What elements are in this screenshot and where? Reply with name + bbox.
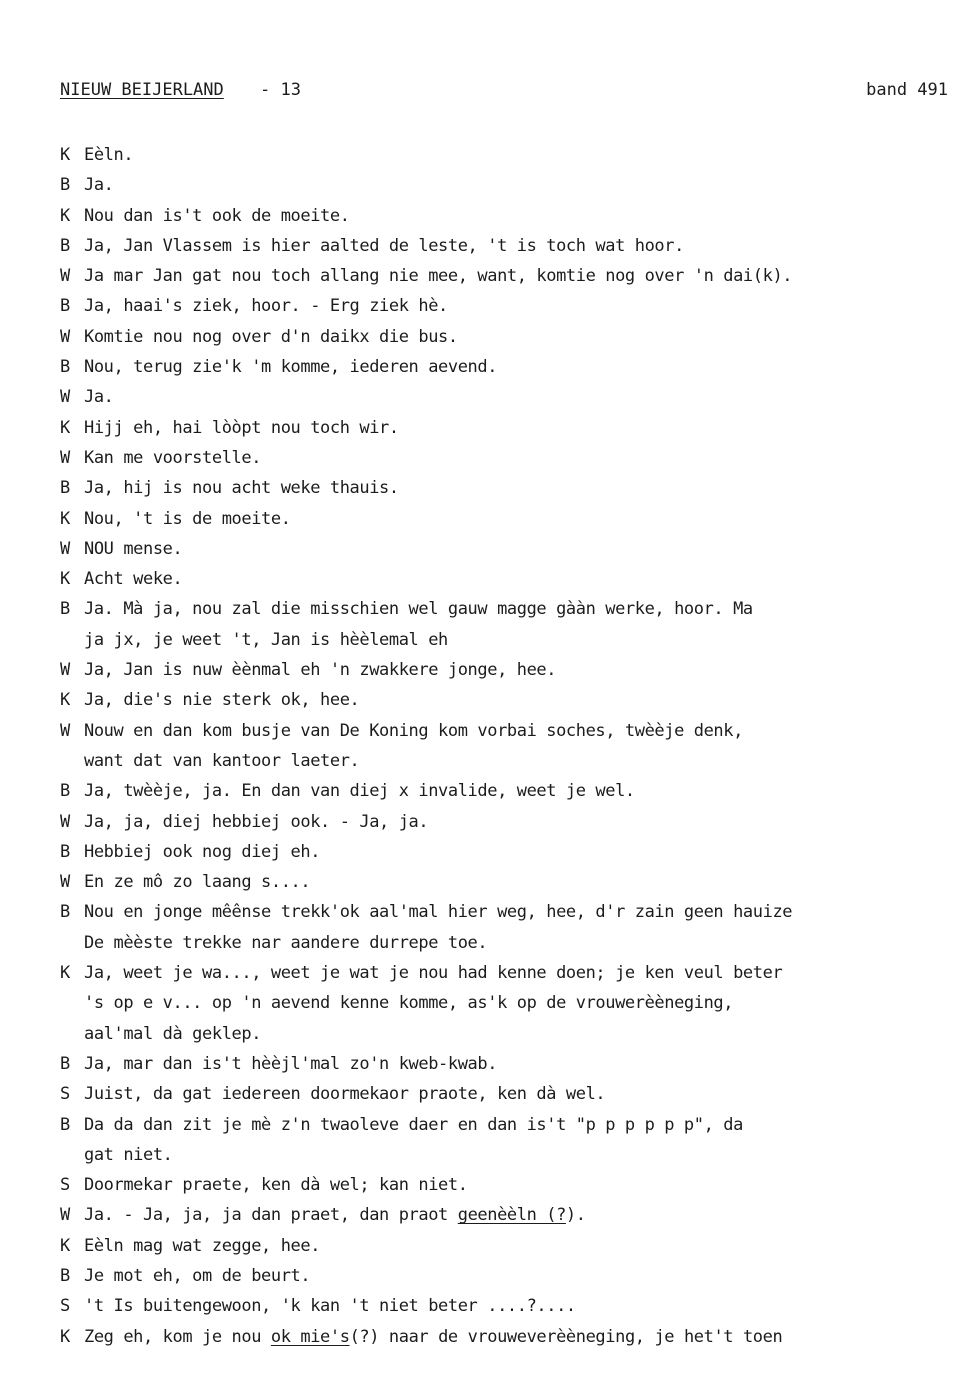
transcript-line <box>60 1170 972 1200</box>
utterance-text: Ja, hij is nou acht weke thauis. <box>84 478 399 499</box>
transcript-line <box>60 322 972 352</box>
transcript-line <box>60 867 972 897</box>
utterance-text: Ja, die's nie sterk ok, hee. <box>84 690 360 711</box>
transcript-line <box>60 1110 972 1140</box>
utterance-text: Ja, mar dan is't hèèjl'mal zo'n kweb-kwab. <box>84 1053 498 1074</box>
transcript-line <box>60 382 972 412</box>
utterance-text: Ja. <box>84 387 114 408</box>
transcript-line <box>60 716 972 746</box>
underlined-text: geenèèln (? <box>457 1205 566 1226</box>
speaker-label: B <box>60 781 70 802</box>
transcript-continuation-line <box>60 1019 972 1049</box>
utterance-text: Eèln. <box>84 145 134 165</box>
transcript-line <box>60 140 972 170</box>
utterance-text: Nou dan is't ook de moeite. <box>84 205 350 226</box>
speaker-label: B <box>60 599 70 620</box>
utterance-text: Nou, 't is de moeite. <box>84 508 291 529</box>
transcript-line <box>60 261 972 291</box>
utterance-text: 's op e v... op 'n aevend kenne komme, as'k op de vrouwerèèneging, <box>84 993 734 1014</box>
utterance-text: Ja. Mà ja, nou zal die misschien wel gauw magge gààn werke, hoor. Ma <box>84 599 753 620</box>
transcript-line <box>60 1049 972 1079</box>
speaker-label: B <box>60 235 70 256</box>
utterance-text: Nouw en dan kom busje van De Koning kom vorbai soches, twèèje denk, <box>84 720 743 741</box>
utterance-text: Zeg eh, kom je nou <box>84 1326 271 1347</box>
speaker-label: S <box>60 1175 70 1196</box>
transcript-line <box>60 958 972 988</box>
utterance-text: Komtie nou nog over d'n daikx die bus. <box>84 326 458 347</box>
transcript-line <box>60 594 972 624</box>
speaker-label: B <box>60 1114 70 1135</box>
speaker-label: W <box>60 811 70 832</box>
speaker-label: B <box>60 478 70 499</box>
speaker-label: K <box>60 417 70 438</box>
speaker-label: W <box>60 326 70 347</box>
transcript-continuation-line <box>60 746 972 776</box>
transcript-continuation-line <box>60 625 972 655</box>
transcript-line <box>60 1079 972 1109</box>
transcript-line <box>60 897 972 927</box>
transcript-continuation-line <box>60 988 972 1018</box>
transcript-line <box>60 807 972 837</box>
speaker-label: W <box>60 266 70 287</box>
speaker-label: K <box>60 145 70 165</box>
utterance-text: Ja mar Jan gat nou toch allang nie mee, want, komtie nog over 'n dai(k). <box>84 266 793 287</box>
underlined-text: ok mie's <box>270 1326 350 1347</box>
utterance-text: aal'mal dà geklep. <box>84 1023 262 1044</box>
speaker-label: K <box>60 690 70 711</box>
utterance-text: Kan me voorstelle. <box>84 447 262 468</box>
speaker-label: K <box>60 1326 70 1347</box>
transcript-body <box>60 140 972 1352</box>
utterance-text: Acht weke. <box>84 569 183 590</box>
utterance-text: Nou, terug zie'k 'm komme, iederen aevend. <box>84 357 498 378</box>
speaker-label: W <box>60 660 70 681</box>
utterance-text: Ja, Jan is nuw èènmal eh 'n zwakkere jonge, hee. <box>84 660 557 681</box>
transcript-line <box>60 443 972 473</box>
utterance-text: want dat van kantoor laeter. <box>84 750 360 771</box>
speaker-label: B <box>60 1053 70 1074</box>
utterance-text: En ze mô zo laang s.... <box>84 872 311 893</box>
transcript-line <box>60 1322 972 1352</box>
speaker-label: S <box>60 1084 70 1105</box>
transcript-line <box>60 564 972 594</box>
transcript-line <box>60 1291 972 1321</box>
document-title: NIEUW BEIJERLAND <box>60 80 224 100</box>
transcript-line <box>60 170 972 200</box>
utterance-text: Ja, Jan Vlassem is hier aalted de leste, 't is toch wat hoor. <box>84 235 684 256</box>
utterance-text: Ja, weet je wa..., weet je wat je nou had kenne doen; je ken veul beter <box>84 963 783 984</box>
speaker-label: B <box>60 1265 70 1286</box>
transcript-line <box>60 1200 972 1230</box>
utterance-text: Ja, twèèje, ja. En dan van diej x invalide, weet je wel. <box>84 781 635 802</box>
speaker-label: W <box>60 872 70 893</box>
transcript-line <box>60 1231 972 1261</box>
utterance-text: Doormekar praete, ken dà wel; kan niet. <box>84 1175 468 1196</box>
utterance-text: gat niet. <box>84 1144 173 1165</box>
transcript-continuation-line <box>60 1140 972 1170</box>
speaker-label: B <box>60 902 70 923</box>
utterance-text: Da da dan zit je mè z'n twaoleve daer en dan is't "p p p p p p", da <box>84 1114 743 1135</box>
transcript-continuation-line <box>60 928 972 958</box>
utterance-text: Ja. - Ja, ja, ja dan praet, dan praot <box>84 1205 458 1226</box>
band-number: band 491 <box>866 80 948 100</box>
transcript-line <box>60 776 972 806</box>
speaker-label: B <box>60 841 70 862</box>
speaker-label: B <box>60 175 70 196</box>
page-header <box>60 78 948 102</box>
utterance-text: ja jx, je weet 't, Jan is hèèlemal eh <box>84 629 448 650</box>
transcript-line <box>60 201 972 231</box>
utterance-text: De mèèste trekke nar aandere durrepe toe. <box>84 932 488 953</box>
speaker-label: K <box>60 205 70 226</box>
speaker-label: W <box>60 447 70 468</box>
speaker-label: W <box>60 387 70 408</box>
utterance-text-tail: (?) naar de vrouweverèèneging, je het't toen <box>349 1326 783 1347</box>
transcript-line <box>60 504 972 534</box>
page-number: - 13 <box>260 80 301 100</box>
speaker-label: B <box>60 357 70 378</box>
speaker-label: W <box>60 538 70 559</box>
speaker-label: K <box>60 508 70 529</box>
speaker-label: K <box>60 569 70 590</box>
transcript-line <box>60 1261 972 1291</box>
transcript-line <box>60 655 972 685</box>
utterance-text: Je mot eh, om de beurt. <box>84 1265 311 1286</box>
utterance-text: Ja, ja, diej hebbiej ook. - Ja, ja. <box>84 811 429 832</box>
speaker-label: W <box>60 1205 70 1226</box>
utterance-text: Hijj eh, hai lòòpt nou toch wir. <box>84 417 399 438</box>
utterance-text-tail: ). <box>565 1205 586 1226</box>
utterance-text: Eèln mag wat zegge, hee. <box>84 1235 321 1256</box>
utterance-text: Nou en jonge mêênse trekk'ok aal'mal hier weg, hee, d'r zain geen hauize <box>84 902 793 923</box>
transcript-line <box>60 685 972 715</box>
transcript-line <box>60 352 972 382</box>
utterance-text: Ja, haai's ziek, hoor. - Erg ziek hè. <box>84 296 448 317</box>
speaker-label: B <box>60 296 70 317</box>
speaker-label: K <box>60 963 70 984</box>
utterance-text: 't Is buitengewoon, 'k kan 't niet beter ....?.... <box>84 1296 576 1317</box>
transcript-line <box>60 291 972 321</box>
speaker-label: W <box>60 720 70 741</box>
utterance-text: Ja. <box>84 175 114 196</box>
transcript-line <box>60 837 972 867</box>
speaker-label: K <box>60 1235 70 1256</box>
transcript-line <box>60 413 972 443</box>
speaker-label: S <box>60 1296 70 1317</box>
transcript-line <box>60 473 972 503</box>
utterance-text: Juist, da gat iedereen doormekaor praote, ken dà wel. <box>84 1084 606 1105</box>
utterance-text: NOU mense. <box>84 538 183 559</box>
transcript-line <box>60 534 972 564</box>
utterance-text: Hebbiej ook nog diej eh. <box>84 841 321 862</box>
transcript-line <box>60 231 972 261</box>
